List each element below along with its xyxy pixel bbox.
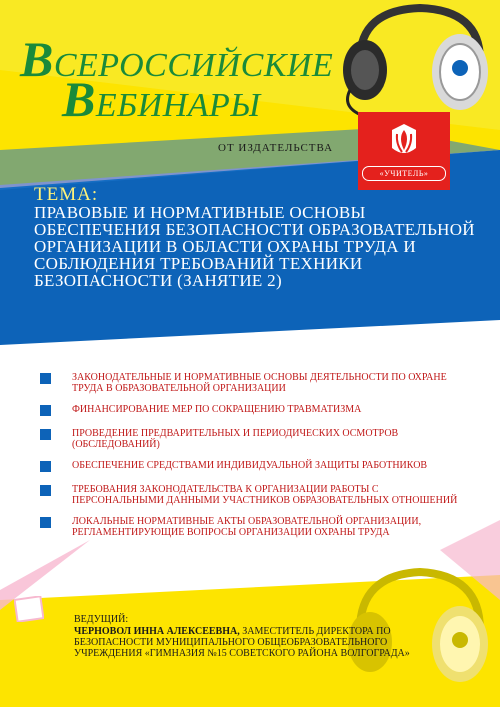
theme-label: ТЕМА: xyxy=(34,184,99,205)
list-item: ЛОКАЛЬНЫЕ НОРМАТИВНЫЕ АКТЫ ОБРАЗОВАТЕЛЬНОЙ ОРГАНИЗАЦИИ, РЕГЛАМЕНТИРУЮЩИЕ ВОПРОСЫ ОРГАНИЗАЦИИ ОХРАНЫ ТРУДА xyxy=(40,516,460,538)
list-item: ЗАКОНОДАТЕЛЬНЫЕ И НОРМАТИВНЫЕ ОСНОВЫ ДЕЯТЕЛЬНОСТИ ПО ОХРАНЕ ТРУДА В ОБРАЗОВАТЕЛЬНОЙ ОРГАНИЗАЦИИ xyxy=(40,372,460,394)
bullet-square-icon xyxy=(40,405,51,416)
heading-line-2: ВЕБИНАРЫ xyxy=(62,71,261,127)
list-item: ТРЕБОВАНИЯ ЗАКОНОДАТЕЛЬСТВА К ОРГАНИЗАЦИИ РАБОТЫ С ПЕРСОНАЛЬНЫМИ ДАННЫМИ УЧАСТНИКОВ ОБРАЗОВАТЕЛЬНЫХ ОТНОШЕНИЙ xyxy=(40,484,460,506)
list-item: ФИНАНСИРОВАНИЕ МЕР ПО СОКРАЩЕНИЮ ТРАВМАТИЗМА xyxy=(40,404,460,415)
bullet-square-icon xyxy=(40,461,51,472)
bullet-square-icon xyxy=(40,373,51,384)
host-info xyxy=(74,626,446,659)
list-item: ОБЕСПЕЧЕНИЕ СРЕДСТВАМИ ИНДИВИДУАЛЬНОЙ ЗАЩИТЫ РАБОТНИКОВ xyxy=(40,460,460,471)
bullet-square-icon xyxy=(40,485,51,496)
teacher-logo-icon xyxy=(386,120,422,162)
logo-caption: «УЧИТЕЛЬ» xyxy=(362,166,446,181)
corner-square-icon xyxy=(14,596,44,622)
bullet-square-icon xyxy=(40,517,51,528)
topics-list xyxy=(40,372,460,538)
list-item: ПРОВЕДЕНИЕ ПРЕДВАРИТЕЛЬНЫХ И ПЕРИОДИЧЕСКИХ ОСМОТРОВ (ОБСЛЕДОВАНИЙ) xyxy=(40,428,460,450)
host-description: ЗАМЕСТИТЕЛЬ ДИРЕКТОРА ПО БЕЗОПАСНОСТИ МУНИЦИПАЛЬНОГО ОБЩЕОБРАЗОВАТЕЛЬНОГО УЧРЕЖДЕНИЯ «ГИМНАЗИЯ №15 СОВЕТСКОГО РАЙОНА ВОЛГОГРАДА» xyxy=(74,626,410,659)
publisher-label: ОТ ИЗДАТЕЛЬСТВА xyxy=(218,142,334,154)
host-label: ВЕДУЩИЙ: xyxy=(74,614,129,625)
headphones-icon xyxy=(330,0,500,130)
bullet-square-icon xyxy=(40,429,51,440)
theme-text: ПРАВОВЫЕ И НОРМАТИВНЫЕ ОСНОВЫ ОБЕСПЕЧЕНИЯ БЕЗОПАСНОСТИ ОБРАЗОВАТЕЛЬНОЙ ОРГАНИЗАЦИИ В ОБЛАСТИ ОХРАНЫ ТРУДА И СОБЛЮДЕНИЯ ТРЕБОВАНИЙ ТЕХНИКИ БЕЗОПАСНОСТИ (ЗАНЯТИЕ 2) xyxy=(34,203,475,290)
heading-line-1: ВСЕРОССИЙСКИЕ xyxy=(20,31,334,87)
host-name: ЧЕРНОВОЛ ИННА АЛЕКСЕЕВНА, xyxy=(74,626,240,637)
publisher-logo xyxy=(358,112,450,190)
